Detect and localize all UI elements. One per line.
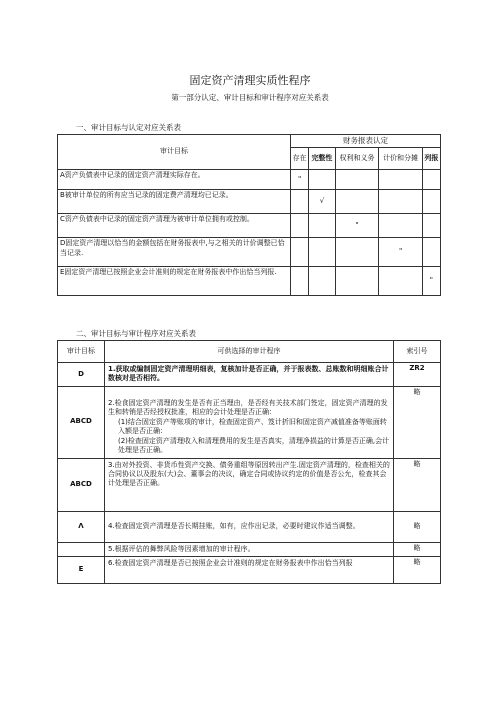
procedure-column-header: 可供选择的审计程序 [105,341,394,363]
mark-cell [309,170,336,190]
procedure-text: 2.检食固定资产清理的发生是否有正当理由，是否经有关技术部门签定，固定资产清理的发生和转销是否经授权批准，相应的会计处理是否正确： [108,398,388,417]
index-column-header: 索引号 [394,341,441,363]
mark-cell [335,170,379,190]
procedure-cell [105,458,394,511]
assertion-header-valuation: 计价和分摊 [379,148,423,170]
procedure-subitem: (1)结合固定资产等账项的审计，检查固定资产、笈计折旧和固定资产减值准备等账面转入额是否正确： [118,417,387,436]
mark-cell [335,267,379,296]
table-row [58,238,441,267]
table-row [58,170,441,190]
section2-heading: 二、审计目标与审计程序对应关系表 [76,329,196,338]
goal-cell: B被审计单位的所有应当记录的固定费产清理均已记录。 [58,190,291,214]
goal-assertion-table [57,134,441,296]
procedure-text: 4.检查固定资产清理是否长期挂账，如有，应作出记录，必要时建议作适当调整。 [108,521,360,530]
table-row [58,556,441,583]
mark-cell: " [291,170,309,190]
table-row [58,511,441,542]
table-row [58,267,441,296]
mark-cell [335,238,379,267]
procedure-text: 5.根据评估的舞弊风险等因素增加的审计程序。 [108,544,255,553]
section1-heading: 一、审计目标与认定对应关系表 [76,123,181,132]
table-row [58,542,441,556]
mark-cell [422,170,440,190]
document-title: 固定资产清理实质性程序 [189,74,311,87]
goal-cell: D固定资产清理以恰当的金额包括在财务报表中,与之相关的计价调整已恰当记录. [58,238,291,267]
goal-cell: E [58,556,105,583]
procedure-cell [105,363,394,387]
goal-cell [58,542,105,556]
goal-procedure-table [57,340,441,584]
goal-cell: ABCD [58,458,105,511]
mark-cell [422,214,440,238]
goal-column-header: 审计目标 [58,341,105,363]
mark-cell [379,170,423,190]
procedure-cell [105,542,394,556]
goal-cell: Λ [58,511,105,542]
index-cell: 略 [394,556,441,583]
mark-cell: " [379,238,423,267]
mark-cell [291,214,309,238]
procedure-text: 6.检查固定资产清理是否已按照企业会计准则的规定在财务报表中作出恰当列报 [108,558,353,567]
mark-cell [309,214,336,238]
table-row [58,363,441,387]
procedure-cell [105,386,394,458]
table-row [58,190,441,214]
mark-cell [291,267,309,296]
goal-cell: ABCD [58,386,105,458]
mark-cell [335,190,379,214]
procedure-cell [105,511,394,542]
mark-cell: " [422,267,440,296]
assertion-header-completeness: 完整性 [309,148,336,170]
table-row [58,214,441,238]
goal-column-header: 审计目标 [58,135,291,170]
document-subtitle: 第一部分认定、审计目标和审计程序对应关系表 [171,93,329,102]
assertion-header-existence: 存在 [291,148,309,170]
mark-cell: " [335,214,379,238]
mark-cell [309,238,336,267]
table-row [58,458,441,511]
assertion-header-rights: 权利和义务 [335,148,379,170]
mark-cell [309,267,336,296]
procedure-cell [105,556,394,583]
procedure-subitem: (2)检查固定资产清理收入和清理费用的发生是否真实，清理净损益的计算是否正确,会计处理是否正确。 [118,436,390,455]
goal-cell: A资产负债表中记录的固定资产清理实际存在。 [58,170,291,190]
index-cell: ZR2 [394,363,441,387]
mark-cell [422,190,440,214]
mark-cell [379,214,423,238]
goal-cell: C资产负债表中记录的固定资产清理为被审计单位拥有或控制。 [58,214,291,238]
index-cell: 略 [394,542,441,556]
table-row [58,386,441,458]
goal-cell: D [58,363,105,387]
mark-cell [422,238,440,267]
index-cell: 略 [394,511,441,542]
procedure-text: 3.由对外投资、非货币性资产交换、债务重组等原因转出产生.固定资产清理的，检查相关的合同协议以及股东(大)会、董事会的决议，确定合同或协议约定的价值是否公允，检查其会计处理是否正确。 [108,460,390,488]
index-cell: 略 [394,458,441,511]
assertion-group-header: 财务报表认定 [291,135,441,148]
procedure-text: 1.获取或编制固定资产清理明细表，复核加计是否正确，并于报表数、总账数和明细账合计数核对是否相符。 [108,365,389,383]
goal-cell: E固定资产清理已按照企业会计准则的规定在财务报表中作出恰当列报. [58,267,291,296]
mark-cell [291,190,309,214]
mark-cell [379,267,423,296]
index-cell: 略 [394,386,441,458]
mark-cell: √ [309,190,336,214]
mark-cell [291,238,309,267]
mark-cell [379,190,423,214]
assertion-header-presentation: 列报 [422,148,440,170]
